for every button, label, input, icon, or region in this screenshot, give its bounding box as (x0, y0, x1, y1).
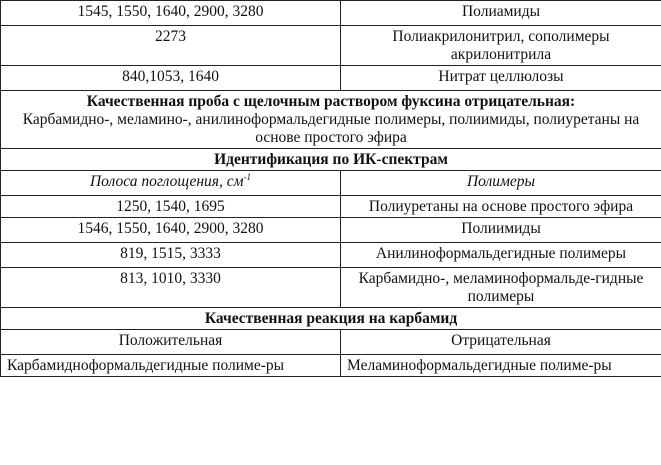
positive-header: Положительная (1, 330, 341, 355)
section-heading-row (1, 308, 661, 330)
negative-result-cell: Меламиноформальдегидные полиме-ры (341, 355, 661, 377)
polymer-cell: Нитрат целлюлозы (341, 66, 661, 91)
table-row (1, 355, 661, 377)
band-cell: 1250, 1540, 1695 (1, 196, 341, 218)
polymer-cell: Полиуретаны на основе простого эфира (341, 196, 661, 218)
fuchsin-test-text: Карбамидно-, меламино-, анилиноформальдегидные полимеры, полиимиды, полиуретаны на основе простого эфира (22, 111, 640, 146)
polymer-cell: Анилиноформальдегидные полимеры (341, 243, 661, 268)
absorption-band-header (1, 171, 341, 196)
band-cell: 1545, 1550, 1640, 2900, 3280 (1, 1, 341, 26)
fuchsin-test-row (1, 91, 661, 149)
positive-result-cell: Карбамидноформальдегидные полиме-ры (1, 355, 341, 377)
table-row (1, 26, 661, 66)
table-row (1, 243, 661, 268)
table-row (1, 1, 661, 26)
band-cell: 813, 1010, 3330 (1, 268, 341, 308)
table-row (1, 268, 661, 308)
band-cell: 819, 1515, 3333 (1, 243, 341, 268)
band-cell: 1546, 1550, 1640, 2900, 3280 (1, 218, 341, 243)
polymer-cell: Полиакрилонитрил, сополимеры акрилонитрила (341, 26, 661, 66)
section-heading-row (1, 149, 661, 171)
ir-section-heading: Идентификация по ИК-спектрам (1, 149, 661, 171)
urea-section-heading: Качественная реакция на карбамид (1, 308, 661, 330)
unit-exponent: -1 (243, 171, 252, 182)
polymer-cell: Полиимиды (341, 218, 661, 243)
fuchsin-test-cell (1, 91, 661, 149)
table-row (1, 218, 661, 243)
band-cell: 2273 (1, 26, 341, 66)
polymer-cell: Полиамиды (341, 1, 661, 26)
negative-header: Отрицательная (341, 330, 661, 355)
table-row (1, 196, 661, 218)
fuchsin-test-heading: Качественная проба с щелочным раствором фуксина отрицательная: (86, 93, 576, 110)
polymers-header: Полимеры (341, 171, 661, 196)
band-cell: 840,1053, 1640 (1, 66, 341, 91)
polymer-cell: Карбамидно-, меламиноформальде-гидные полимеры (341, 268, 661, 308)
table-row (1, 66, 661, 91)
column-header-row (1, 330, 661, 355)
column-header-row (1, 171, 661, 196)
absorption-band-header-text: Полоса поглощения, см (89, 173, 244, 190)
